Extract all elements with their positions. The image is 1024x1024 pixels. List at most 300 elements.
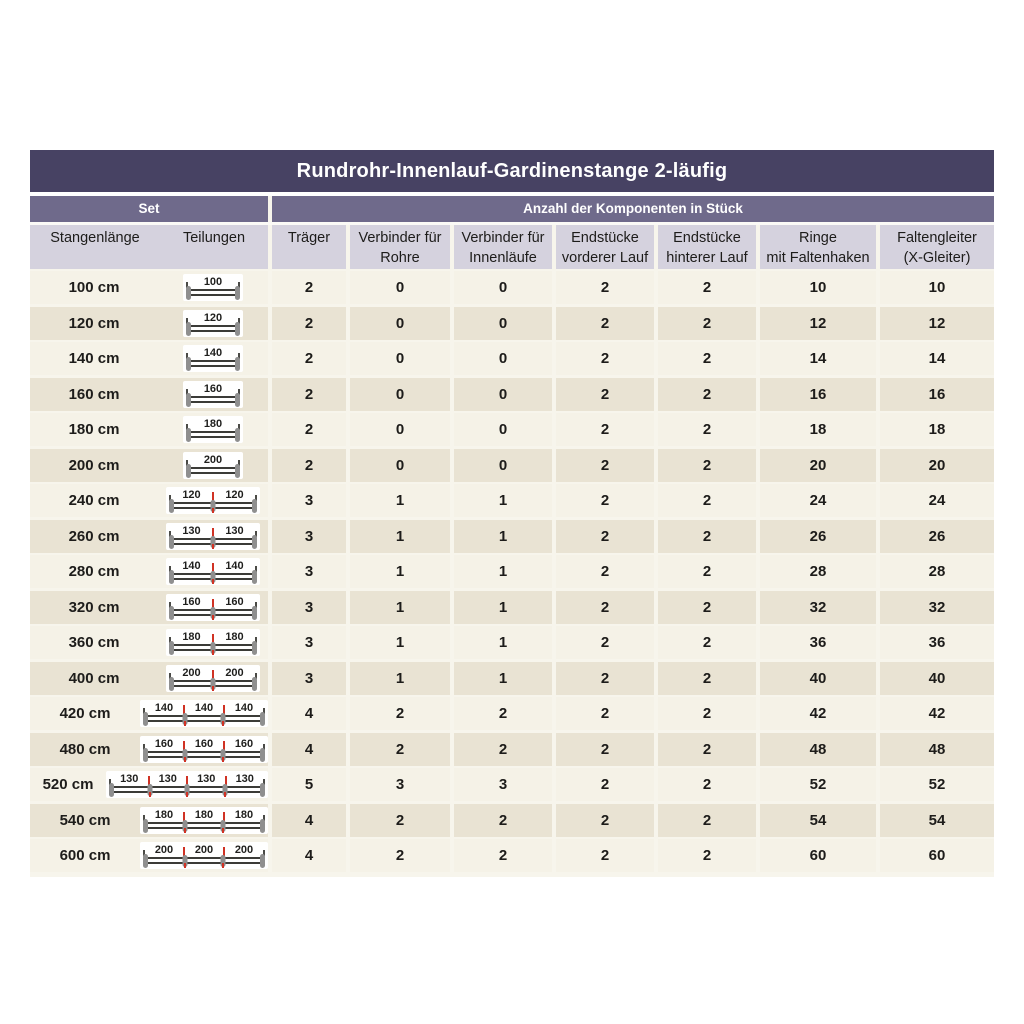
value-cell-traeger: 2 — [272, 342, 346, 375]
rod-end-cap-icon — [260, 712, 265, 726]
segment-length-label: 180 — [234, 808, 254, 821]
value-cell-traeger: 2 — [272, 449, 346, 482]
value-cell-endstuecke-hinterer-lauf: 2 — [658, 378, 756, 411]
product-spec-table — [30, 150, 994, 877]
column-header-line2: Rohre — [380, 250, 420, 266]
table-row — [30, 271, 994, 304]
rod-end-cap-icon — [260, 854, 265, 868]
rod-connector-mark-icon — [184, 721, 186, 726]
value-cell-ringe-mit-faltenhaken: 14 — [760, 342, 876, 375]
column-header-endstuecke-vorderer-lauf — [556, 225, 654, 269]
value-cell-ringe-mit-faltenhaken: 54 — [760, 804, 876, 837]
value-cell-faltengleiter: 32 — [880, 591, 994, 624]
table-row — [30, 697, 994, 730]
stangenlaenge-value: 320 cm — [68, 598, 120, 616]
value-cell-faltengleiter: 54 — [880, 804, 994, 837]
segment-length-label: 160 — [194, 737, 214, 750]
rod-end-cap-icon — [260, 819, 265, 833]
rod-end-cap-icon — [143, 819, 148, 833]
set-cell — [30, 697, 268, 730]
rod-end-cap-icon — [235, 357, 240, 371]
teilungen-diagram — [166, 594, 260, 621]
rod-end-cap-icon — [235, 286, 240, 300]
value-cell-verbinder-rohre: 1 — [350, 626, 450, 659]
value-cell-ringe-mit-faltenhaken: 32 — [760, 591, 876, 624]
rod-end-cap-icon — [186, 393, 191, 407]
rod-end-cap-icon — [186, 322, 191, 336]
rod-connector-mark-icon — [184, 828, 186, 833]
teilungen-cell — [158, 523, 268, 550]
set-cell — [30, 591, 268, 624]
column-header-teilungen: Teilungen — [182, 230, 246, 246]
rod-end-cap-icon — [235, 428, 240, 442]
teilungen-diagram — [140, 842, 268, 869]
value-cell-verbinder-innenlaeufe: 2 — [454, 697, 552, 730]
segment-length-label: 200 — [194, 844, 214, 856]
stangenlaenge-value: 260 cm — [68, 527, 120, 545]
value-cell-verbinder-innenlaeufe: 1 — [454, 520, 552, 553]
value-cell-faltengleiter: 26 — [880, 520, 994, 553]
value-cell-endstuecke-hinterer-lauf: 2 — [658, 271, 756, 304]
value-cell-endstuecke-vorderer-lauf: 2 — [556, 449, 654, 482]
teilungen-cell — [158, 416, 268, 443]
value-cell-endstuecke-vorderer-lauf: 2 — [556, 839, 654, 872]
rod-connector-mark-icon — [184, 757, 186, 762]
value-cell-traeger: 5 — [272, 768, 346, 801]
rod-end-cap-icon — [143, 748, 148, 762]
rod-end-cap-icon — [169, 677, 174, 691]
rod-connector-mark-icon — [186, 792, 188, 797]
set-cell — [30, 804, 268, 837]
segment-length-label: 160 — [154, 737, 174, 750]
set-cell — [30, 520, 268, 553]
rod-connector-mark-icon — [222, 721, 224, 726]
value-cell-ringe-mit-faltenhaken: 42 — [760, 697, 876, 730]
segment-length-label: 200 — [154, 844, 174, 856]
teilungen-diagram — [140, 700, 268, 727]
rod-icon — [172, 573, 254, 580]
column-header-line2: mit Faltenhaken — [766, 250, 870, 266]
group-header-components: Anzahl der Komponenten in Stück — [272, 196, 994, 222]
value-cell-verbinder-innenlaeufe: 0 — [454, 271, 552, 304]
teilungen-diagram — [183, 452, 243, 479]
column-header-verbinder-innenlaeufe — [454, 225, 552, 269]
segment-length-label: 130 — [182, 524, 201, 537]
rod-end-cap-icon — [143, 712, 148, 726]
diagram-dimension-row — [186, 417, 240, 430]
value-cell-ringe-mit-faltenhaken: 40 — [760, 662, 876, 695]
value-cell-endstuecke-hinterer-lauf: 2 — [658, 733, 756, 766]
stangenlaenge-value: 420 cm — [59, 705, 111, 722]
rod-end-cap-icon — [143, 854, 148, 868]
value-cell-traeger: 3 — [272, 555, 346, 588]
segment-length-label: 130 — [197, 773, 216, 785]
value-cell-verbinder-innenlaeufe: 1 — [454, 662, 552, 695]
teilungen-cell — [158, 310, 268, 337]
teilungen-diagram — [140, 736, 268, 763]
teilungen-diagram — [166, 487, 260, 514]
rod-end-cap-icon — [186, 357, 191, 371]
value-cell-faltengleiter: 24 — [880, 484, 994, 517]
value-cell-endstuecke-vorderer-lauf: 2 — [556, 804, 654, 837]
value-cell-endstuecke-hinterer-lauf: 2 — [658, 307, 756, 340]
column-header-traeger — [272, 225, 346, 269]
teilungen-cell — [158, 274, 268, 301]
value-cell-verbinder-rohre: 1 — [350, 591, 450, 624]
value-cell-traeger: 4 — [272, 839, 346, 872]
value-cell-verbinder-rohre: 0 — [350, 378, 450, 411]
table-row — [30, 520, 994, 553]
stangenlaenge-value: 360 cm — [68, 634, 120, 651]
segment-length-label: 160 — [234, 737, 254, 750]
segment-length-label: 180 — [154, 808, 174, 821]
stangenlaenge-value: 240 cm — [68, 492, 120, 509]
value-cell-faltengleiter: 10 — [880, 271, 994, 304]
value-cell-endstuecke-vorderer-lauf: 2 — [556, 342, 654, 375]
value-cell-endstuecke-hinterer-lauf: 2 — [658, 697, 756, 730]
value-cell-faltengleiter: 16 — [880, 378, 994, 411]
teilungen-cell — [158, 665, 268, 692]
value-cell-traeger: 3 — [272, 484, 346, 517]
table-row — [30, 591, 994, 624]
teilungen-diagram — [166, 629, 260, 656]
value-cell-verbinder-innenlaeufe: 0 — [454, 413, 552, 446]
value-cell-verbinder-innenlaeufe: 0 — [454, 307, 552, 340]
teilungen-cell — [140, 700, 268, 727]
rod-end-cap-icon — [252, 606, 257, 620]
diagram-dimension-row — [143, 701, 265, 714]
value-cell-ringe-mit-faltenhaken: 10 — [760, 271, 876, 304]
stangenlaenge-value: 600 cm — [59, 847, 111, 864]
stangenlaenge-value: 160 cm — [68, 385, 120, 403]
value-cell-ringe-mit-faltenhaken: 60 — [760, 839, 876, 872]
rod-end-cap-icon — [169, 570, 174, 584]
value-cell-endstuecke-vorderer-lauf: 2 — [556, 733, 654, 766]
set-cell — [30, 662, 268, 695]
value-cell-endstuecke-vorderer-lauf: 2 — [556, 484, 654, 517]
value-cell-ringe-mit-faltenhaken: 26 — [760, 520, 876, 553]
teilungen-cell — [158, 629, 268, 656]
value-cell-ringe-mit-faltenhaken: 18 — [760, 413, 876, 446]
value-cell-endstuecke-hinterer-lauf: 2 — [658, 484, 756, 517]
rod-end-cap-icon — [260, 783, 265, 797]
segment-length-label: 200 — [225, 666, 244, 679]
diagram-dimension-row — [186, 382, 240, 395]
teilungen-diagram — [183, 345, 243, 372]
diagram-dimension-row — [143, 737, 265, 750]
rod-icon — [146, 751, 262, 758]
rod-connector-mark-icon — [184, 863, 186, 868]
stangenlaenge-value: 480 cm — [59, 740, 111, 758]
value-cell-faltengleiter: 28 — [880, 555, 994, 588]
rod-connector-mark-icon — [224, 792, 226, 797]
rod-icon — [172, 680, 254, 687]
value-cell-ringe-mit-faltenhaken: 12 — [760, 307, 876, 340]
set-cell — [30, 271, 268, 304]
column-header-line1: Verbinder für — [358, 230, 442, 246]
teilungen-diagram — [183, 310, 243, 337]
teilungen-diagram — [166, 523, 260, 550]
value-cell-endstuecke-hinterer-lauf: 2 — [658, 768, 756, 801]
value-cell-ringe-mit-faltenhaken: 28 — [760, 555, 876, 588]
set-cell — [30, 342, 268, 375]
segment-length-label: 130 — [158, 773, 177, 785]
value-cell-ringe-mit-faltenhaken: 20 — [760, 449, 876, 482]
value-cell-verbinder-rohre: 1 — [350, 520, 450, 553]
segment-length-label: 180 — [182, 631, 201, 643]
value-cell-traeger: 4 — [272, 733, 346, 766]
value-cell-verbinder-innenlaeufe: 1 — [454, 555, 552, 588]
rod-connector-mark-icon — [212, 579, 214, 584]
table-row — [30, 626, 994, 659]
value-cell-verbinder-innenlaeufe: 2 — [454, 839, 552, 872]
table-row — [30, 733, 994, 766]
segment-length-label: 200 — [234, 844, 254, 856]
rod-end-cap-icon — [186, 428, 191, 442]
value-cell-traeger: 3 — [272, 591, 346, 624]
rod-connector-mark-icon — [212, 686, 214, 691]
value-cell-verbinder-rohre: 0 — [350, 413, 450, 446]
set-cell — [30, 733, 268, 766]
segment-length-label: 130 — [235, 773, 254, 785]
table-row — [30, 307, 994, 340]
column-header-line1: Faltengleiter — [897, 230, 977, 246]
value-cell-verbinder-innenlaeufe: 0 — [454, 449, 552, 482]
rod-icon — [146, 857, 262, 864]
value-cell-endstuecke-hinterer-lauf: 2 — [658, 449, 756, 482]
stangenlaenge-value: 180 cm — [68, 421, 120, 438]
value-cell-faltengleiter: 40 — [880, 662, 994, 695]
value-cell-verbinder-innenlaeufe: 1 — [454, 626, 552, 659]
value-cell-traeger: 3 — [272, 662, 346, 695]
rod-icon — [172, 538, 254, 545]
segment-length-label: 180 — [225, 631, 244, 643]
value-cell-verbinder-rohre: 0 — [350, 271, 450, 304]
segment-length-label: 100 — [203, 276, 223, 288]
value-cell-faltengleiter: 52 — [880, 768, 994, 801]
rod-end-cap-icon — [252, 570, 257, 584]
value-cell-faltengleiter: 60 — [880, 839, 994, 872]
rod-icon — [146, 822, 262, 829]
teilungen-cell — [140, 842, 268, 869]
set-cell — [30, 626, 268, 659]
rod-icon — [189, 325, 237, 332]
segment-length-label: 160 — [225, 595, 244, 608]
rod-end-cap-icon — [169, 606, 174, 620]
stangenlaenge-value: 140 cm — [68, 350, 120, 367]
set-cell — [30, 555, 268, 588]
value-cell-endstuecke-vorderer-lauf: 2 — [556, 626, 654, 659]
value-cell-traeger: 3 — [272, 626, 346, 659]
group-header-set: Set — [30, 196, 268, 222]
rod-icon — [189, 431, 237, 438]
rod-end-cap-icon — [252, 535, 257, 549]
value-cell-verbinder-innenlaeufe: 0 — [454, 378, 552, 411]
table-row — [30, 449, 994, 482]
diagram-dimension-row — [186, 453, 240, 466]
value-cell-ringe-mit-faltenhaken: 16 — [760, 378, 876, 411]
rod-end-cap-icon — [260, 748, 265, 762]
value-cell-verbinder-innenlaeufe: 1 — [454, 484, 552, 517]
value-cell-traeger: 3 — [272, 520, 346, 553]
value-cell-verbinder-rohre: 1 — [350, 484, 450, 517]
value-cell-traeger: 2 — [272, 307, 346, 340]
table-row — [30, 413, 994, 446]
segment-length-label: 140 — [194, 702, 214, 714]
table-body — [30, 271, 994, 872]
value-cell-endstuecke-vorderer-lauf: 2 — [556, 378, 654, 411]
value-cell-faltengleiter: 42 — [880, 697, 994, 730]
value-cell-endstuecke-hinterer-lauf: 2 — [658, 555, 756, 588]
segment-length-label: 130 — [120, 773, 139, 785]
value-cell-traeger: 4 — [272, 697, 346, 730]
rod-connector-mark-icon — [222, 757, 224, 762]
value-cell-endstuecke-vorderer-lauf: 2 — [556, 271, 654, 304]
segment-length-label: 180 — [203, 418, 223, 430]
rod-end-cap-icon — [252, 641, 257, 655]
value-cell-verbinder-rohre: 2 — [350, 733, 450, 766]
rod-icon — [172, 644, 254, 651]
segment-length-label: 160 — [182, 595, 201, 608]
table-row — [30, 555, 994, 588]
value-cell-endstuecke-vorderer-lauf: 2 — [556, 662, 654, 695]
value-cell-ringe-mit-faltenhaken: 24 — [760, 484, 876, 517]
teilungen-cell — [158, 594, 268, 621]
stangenlaenge-value: 120 cm — [68, 314, 120, 332]
column-header-verbinder-rohre — [350, 225, 450, 269]
teilungen-cell — [106, 771, 268, 798]
rod-connector-mark-icon — [149, 792, 151, 797]
table-row — [30, 662, 994, 695]
column-header-line2: Innenläufe — [469, 250, 537, 266]
rod-connector-mark-icon — [212, 615, 214, 620]
value-cell-verbinder-rohre: 3 — [350, 768, 450, 801]
table-row — [30, 768, 994, 801]
rod-end-cap-icon — [235, 322, 240, 336]
column-header-endstuecke-hinterer-lauf — [658, 225, 756, 269]
rod-end-cap-icon — [169, 641, 174, 655]
value-cell-endstuecke-hinterer-lauf: 2 — [658, 804, 756, 837]
group-header-row — [30, 196, 994, 222]
column-header-line1: Endstücke — [673, 230, 741, 246]
value-cell-endstuecke-vorderer-lauf: 2 — [556, 591, 654, 624]
value-cell-faltengleiter: 18 — [880, 413, 994, 446]
value-cell-endstuecke-hinterer-lauf: 2 — [658, 342, 756, 375]
value-cell-verbinder-innenlaeufe: 2 — [454, 804, 552, 837]
teilungen-cell — [158, 487, 268, 514]
teilungen-cell — [140, 807, 268, 834]
rod-icon — [172, 502, 254, 509]
segment-length-label: 120 — [182, 489, 201, 501]
value-cell-faltengleiter: 36 — [880, 626, 994, 659]
table-row — [30, 804, 994, 837]
value-cell-endstuecke-vorderer-lauf: 2 — [556, 768, 654, 801]
table-row — [30, 484, 994, 517]
column-header-line2: vorderer Lauf — [561, 250, 649, 266]
segment-length-label: 130 — [225, 524, 244, 537]
rod-connector-mark-icon — [222, 828, 224, 833]
value-cell-ringe-mit-faltenhaken: 48 — [760, 733, 876, 766]
rod-connector-mark-icon — [222, 863, 224, 868]
value-cell-verbinder-innenlaeufe: 3 — [454, 768, 552, 801]
set-cell — [30, 484, 268, 517]
segment-length-label: 140 — [182, 560, 201, 572]
value-cell-faltengleiter: 12 — [880, 307, 994, 340]
rod-end-cap-icon — [252, 677, 257, 691]
set-cell — [30, 449, 268, 482]
teilungen-cell — [140, 736, 268, 763]
diagram-dimension-row — [143, 843, 265, 856]
stangenlaenge-value: 540 cm — [59, 811, 111, 829]
column-header-line1: Endstücke — [571, 230, 639, 246]
teilungen-cell — [158, 452, 268, 479]
set-cell — [30, 378, 268, 411]
rod-connector-mark-icon — [212, 650, 214, 655]
segment-length-label: 200 — [182, 666, 201, 679]
rod-end-cap-icon — [169, 499, 174, 513]
value-cell-endstuecke-vorderer-lauf: 2 — [556, 697, 654, 730]
segment-length-label: 140 — [234, 702, 254, 714]
column-header-faltengleiter — [880, 225, 994, 269]
rod-icon — [189, 467, 237, 474]
table-row — [30, 378, 994, 411]
value-cell-verbinder-rohre: 2 — [350, 804, 450, 837]
set-cell — [30, 413, 268, 446]
stangenlaenge-value: 280 cm — [68, 563, 120, 580]
value-cell-endstuecke-vorderer-lauf: 2 — [556, 413, 654, 446]
value-cell-verbinder-rohre: 2 — [350, 839, 450, 872]
stangenlaenge-value: 200 cm — [68, 456, 120, 474]
rod-end-cap-icon — [169, 535, 174, 549]
table-title: Rundrohr-Innenlauf-Gardinenstange 2-läufig — [30, 150, 994, 192]
segment-length-label: 140 — [203, 347, 223, 359]
segment-length-label: 140 — [225, 560, 244, 572]
set-cell — [30, 839, 268, 872]
teilungen-diagram — [183, 381, 243, 408]
value-cell-verbinder-rohre: 0 — [350, 307, 450, 340]
value-cell-endstuecke-hinterer-lauf: 2 — [658, 520, 756, 553]
teilungen-diagram — [183, 416, 243, 443]
segment-length-label: 120 — [203, 311, 223, 324]
stangenlaenge-value: 400 cm — [68, 669, 120, 687]
segment-length-label: 120 — [225, 489, 244, 501]
value-cell-faltengleiter: 48 — [880, 733, 994, 766]
column-header-line1: Träger — [287, 230, 331, 246]
rod-icon — [172, 609, 254, 616]
column-header-line1: Verbinder für — [461, 230, 545, 246]
column-header-row — [30, 225, 994, 269]
column-header-set — [30, 225, 268, 269]
teilungen-diagram — [166, 558, 260, 585]
value-cell-faltengleiter: 20 — [880, 449, 994, 482]
column-header-line2: (X-Gleiter) — [903, 250, 971, 266]
teilungen-cell — [158, 558, 268, 585]
rod-end-cap-icon — [235, 464, 240, 478]
value-cell-endstuecke-hinterer-lauf: 2 — [658, 591, 756, 624]
value-cell-faltengleiter: 14 — [880, 342, 994, 375]
value-cell-traeger: 2 — [272, 378, 346, 411]
rod-connector-mark-icon — [212, 508, 214, 513]
value-cell-verbinder-rohre: 2 — [350, 697, 450, 730]
value-cell-verbinder-rohre: 0 — [350, 342, 450, 375]
column-header-line2: hinterer Lauf — [666, 250, 748, 266]
rod-end-cap-icon — [186, 464, 191, 478]
rod-connector-mark-icon — [212, 544, 214, 549]
value-cell-verbinder-rohre: 0 — [350, 449, 450, 482]
teilungen-diagram — [106, 771, 268, 798]
teilungen-cell — [158, 345, 268, 372]
teilungen-diagram — [183, 274, 243, 301]
